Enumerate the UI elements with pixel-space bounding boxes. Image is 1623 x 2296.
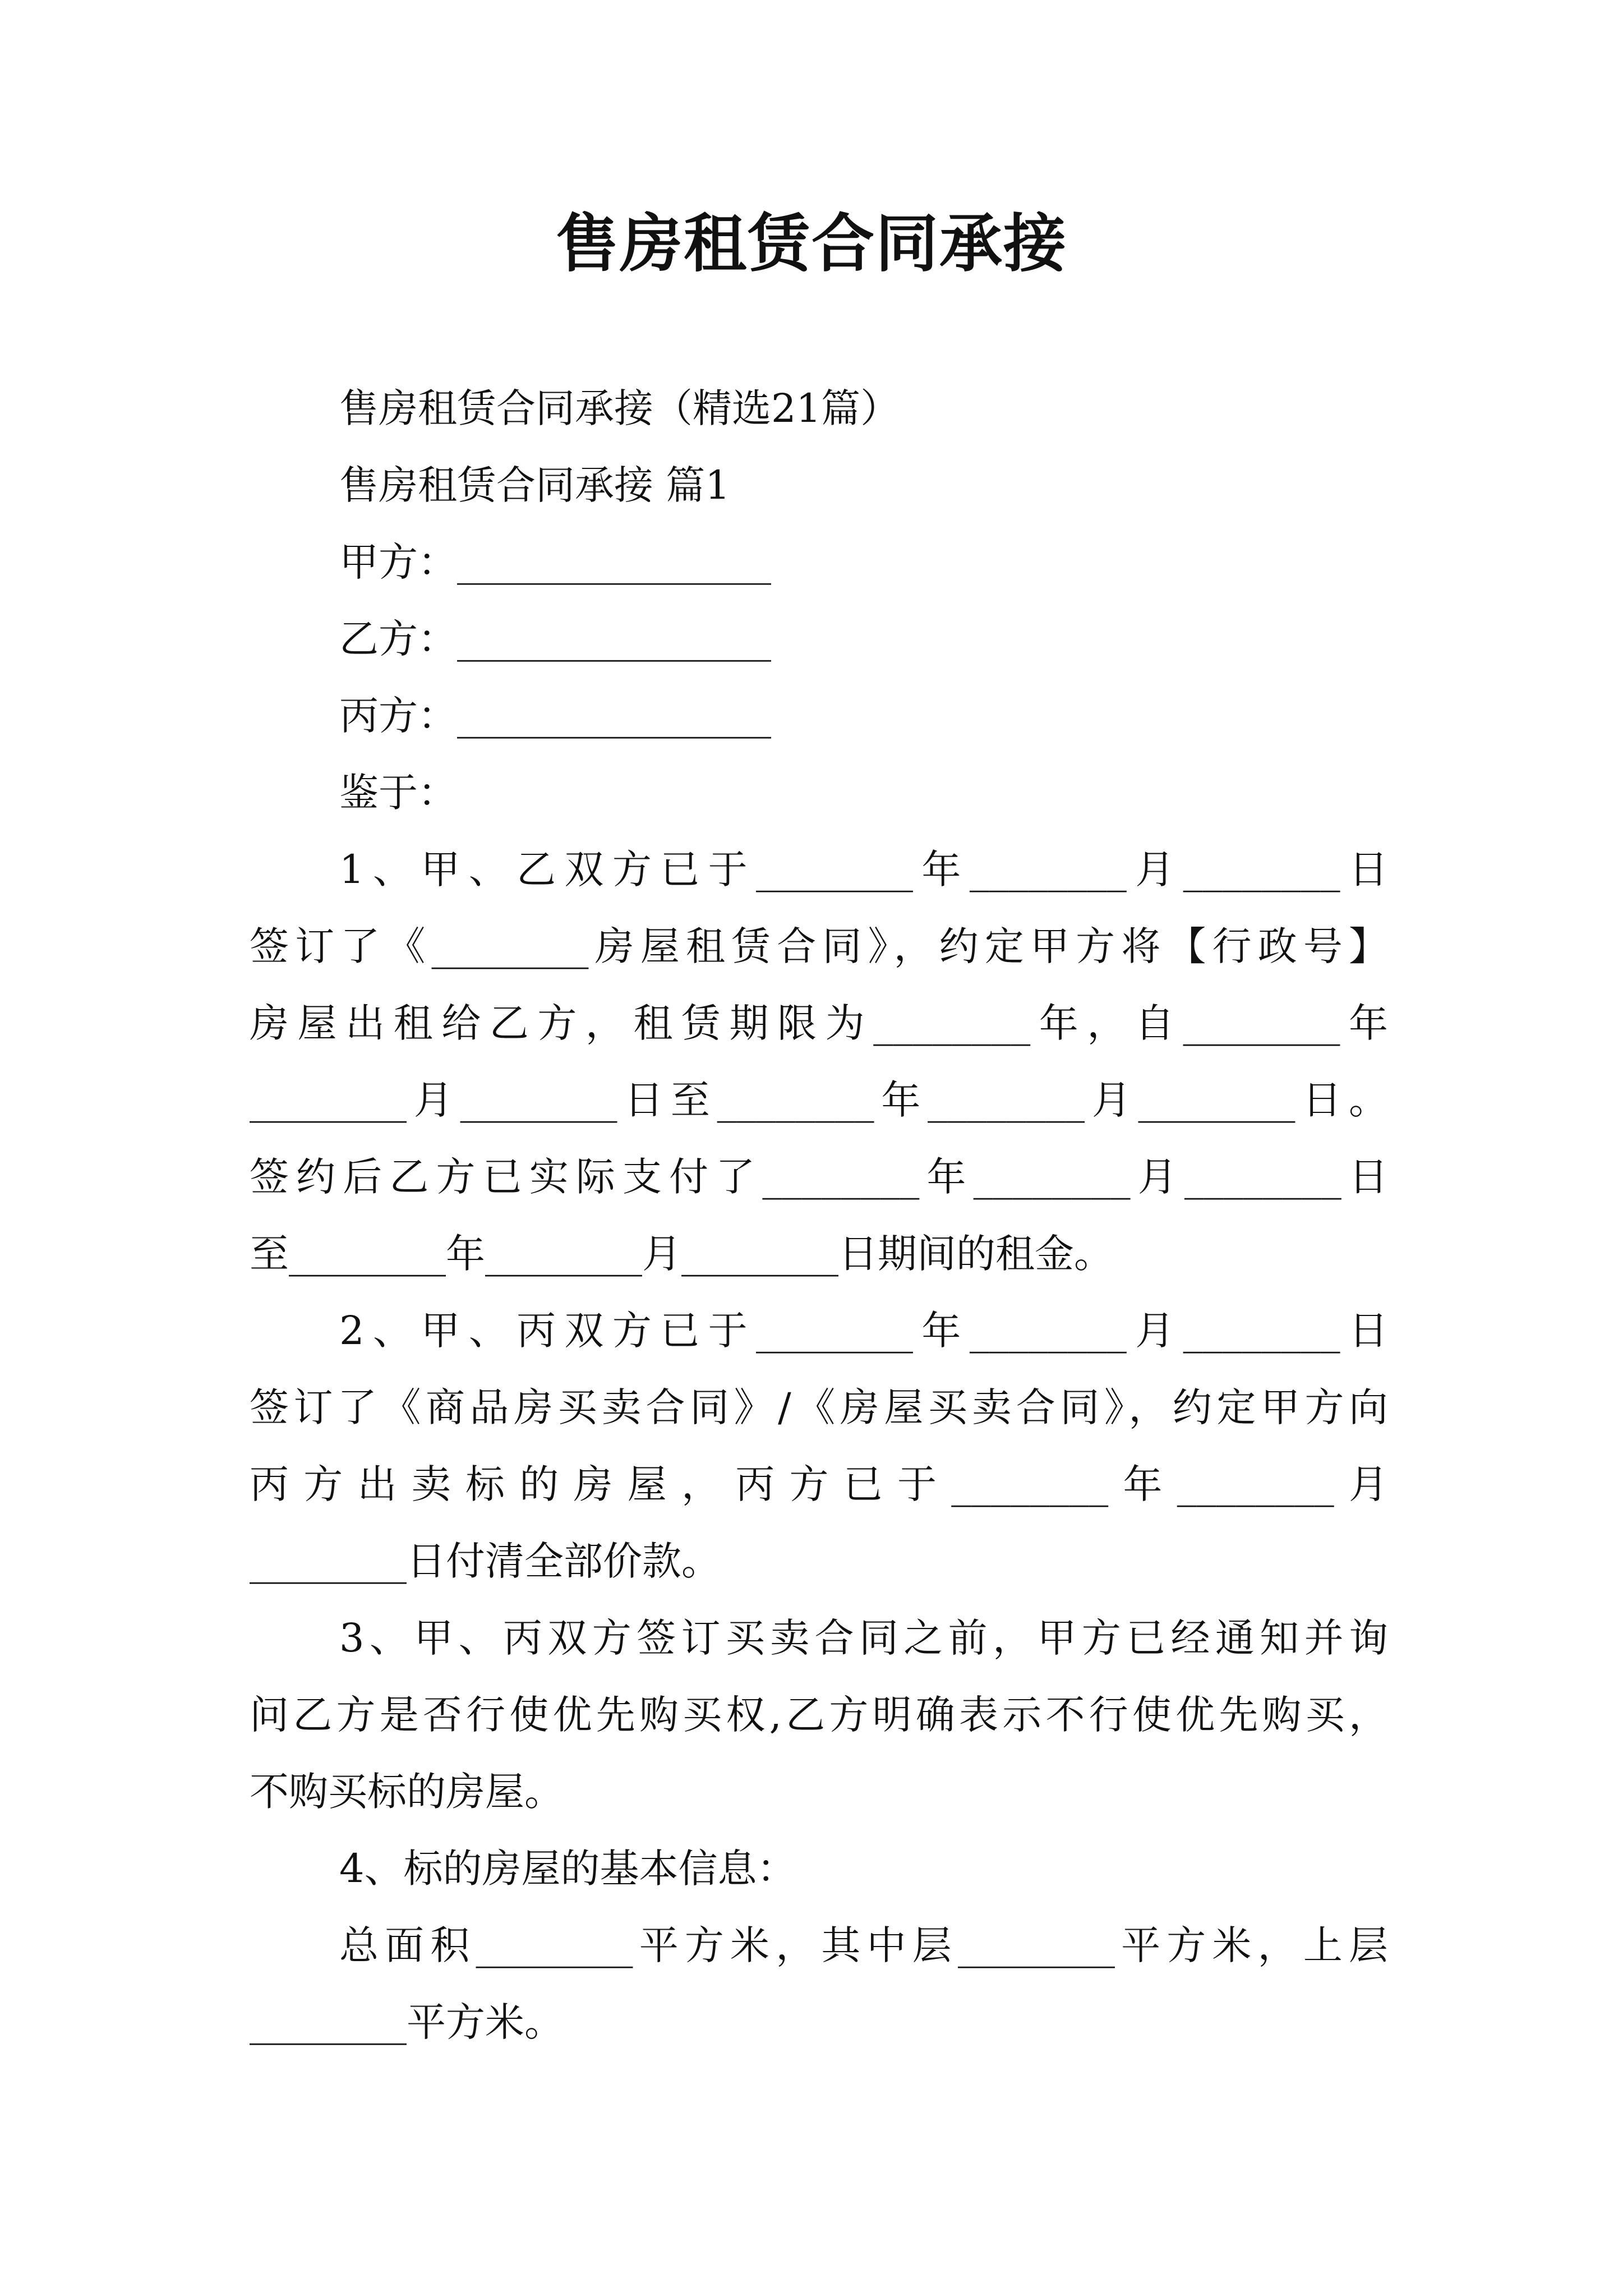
paragraph-line: ________月________日至________年________月________日。 xyxy=(250,1077,1388,1123)
document-body xyxy=(250,370,1388,2061)
paragraph-line: 甲方：________________ xyxy=(339,539,771,585)
paragraph-line: 鉴于： xyxy=(339,770,457,816)
paragraph-line: 至________年________月________日期间的租金。 xyxy=(250,1231,1113,1277)
paragraph-line: 售房租赁合同承接（精选21篇） xyxy=(339,385,900,431)
paragraph-line: ________平方米。 xyxy=(250,1999,564,2045)
paragraph-line: 丙方出卖标的房屋，丙方已于________年________月 xyxy=(250,1461,1388,1507)
paragraph-line: 问乙方是否行使优先购买权,乙方明确表示不行使优先购买， xyxy=(250,1692,1388,1738)
paragraph-line: 丙方：________________ xyxy=(339,693,771,739)
paragraph-line: 售房租赁合同承接 篇1 xyxy=(339,462,730,508)
paragraph-line: 房屋出租给乙方，租赁期限为________年，自________年 xyxy=(250,1000,1388,1046)
paragraph-line: 不购买标的房屋。 xyxy=(250,1769,564,1815)
paragraph-line: 3、甲、丙双方签订买卖合同之前，甲方已经通知并询 xyxy=(339,1615,1388,1661)
paragraph-line: 2、甲、丙双方已于________年________月________日 xyxy=(339,1308,1388,1354)
paragraph-line: ________日付清全部价款。 xyxy=(250,1538,721,1584)
paragraph-line: 签订了《商品房买卖合同》/《房屋买卖合同》，约定甲方向 xyxy=(250,1384,1388,1430)
paragraph-line: 1、甲、乙双方已于________年________月________日 xyxy=(339,846,1388,892)
paragraph-line: 乙方：________________ xyxy=(339,616,771,662)
paragraph-line: 总面积________平方米，其中层________平方米，上层 xyxy=(339,1922,1388,1968)
document-title: 售房租赁合同承接 xyxy=(556,207,1067,280)
paragraph-line: 4、标的房屋的基本信息： xyxy=(339,1846,796,1892)
paragraph-line: 签约后乙方已实际支付了________年________月________日 xyxy=(250,1154,1388,1200)
paragraph-line: 签订了《________房屋租赁合同》，约定甲方将【行政号】 xyxy=(250,923,1388,969)
